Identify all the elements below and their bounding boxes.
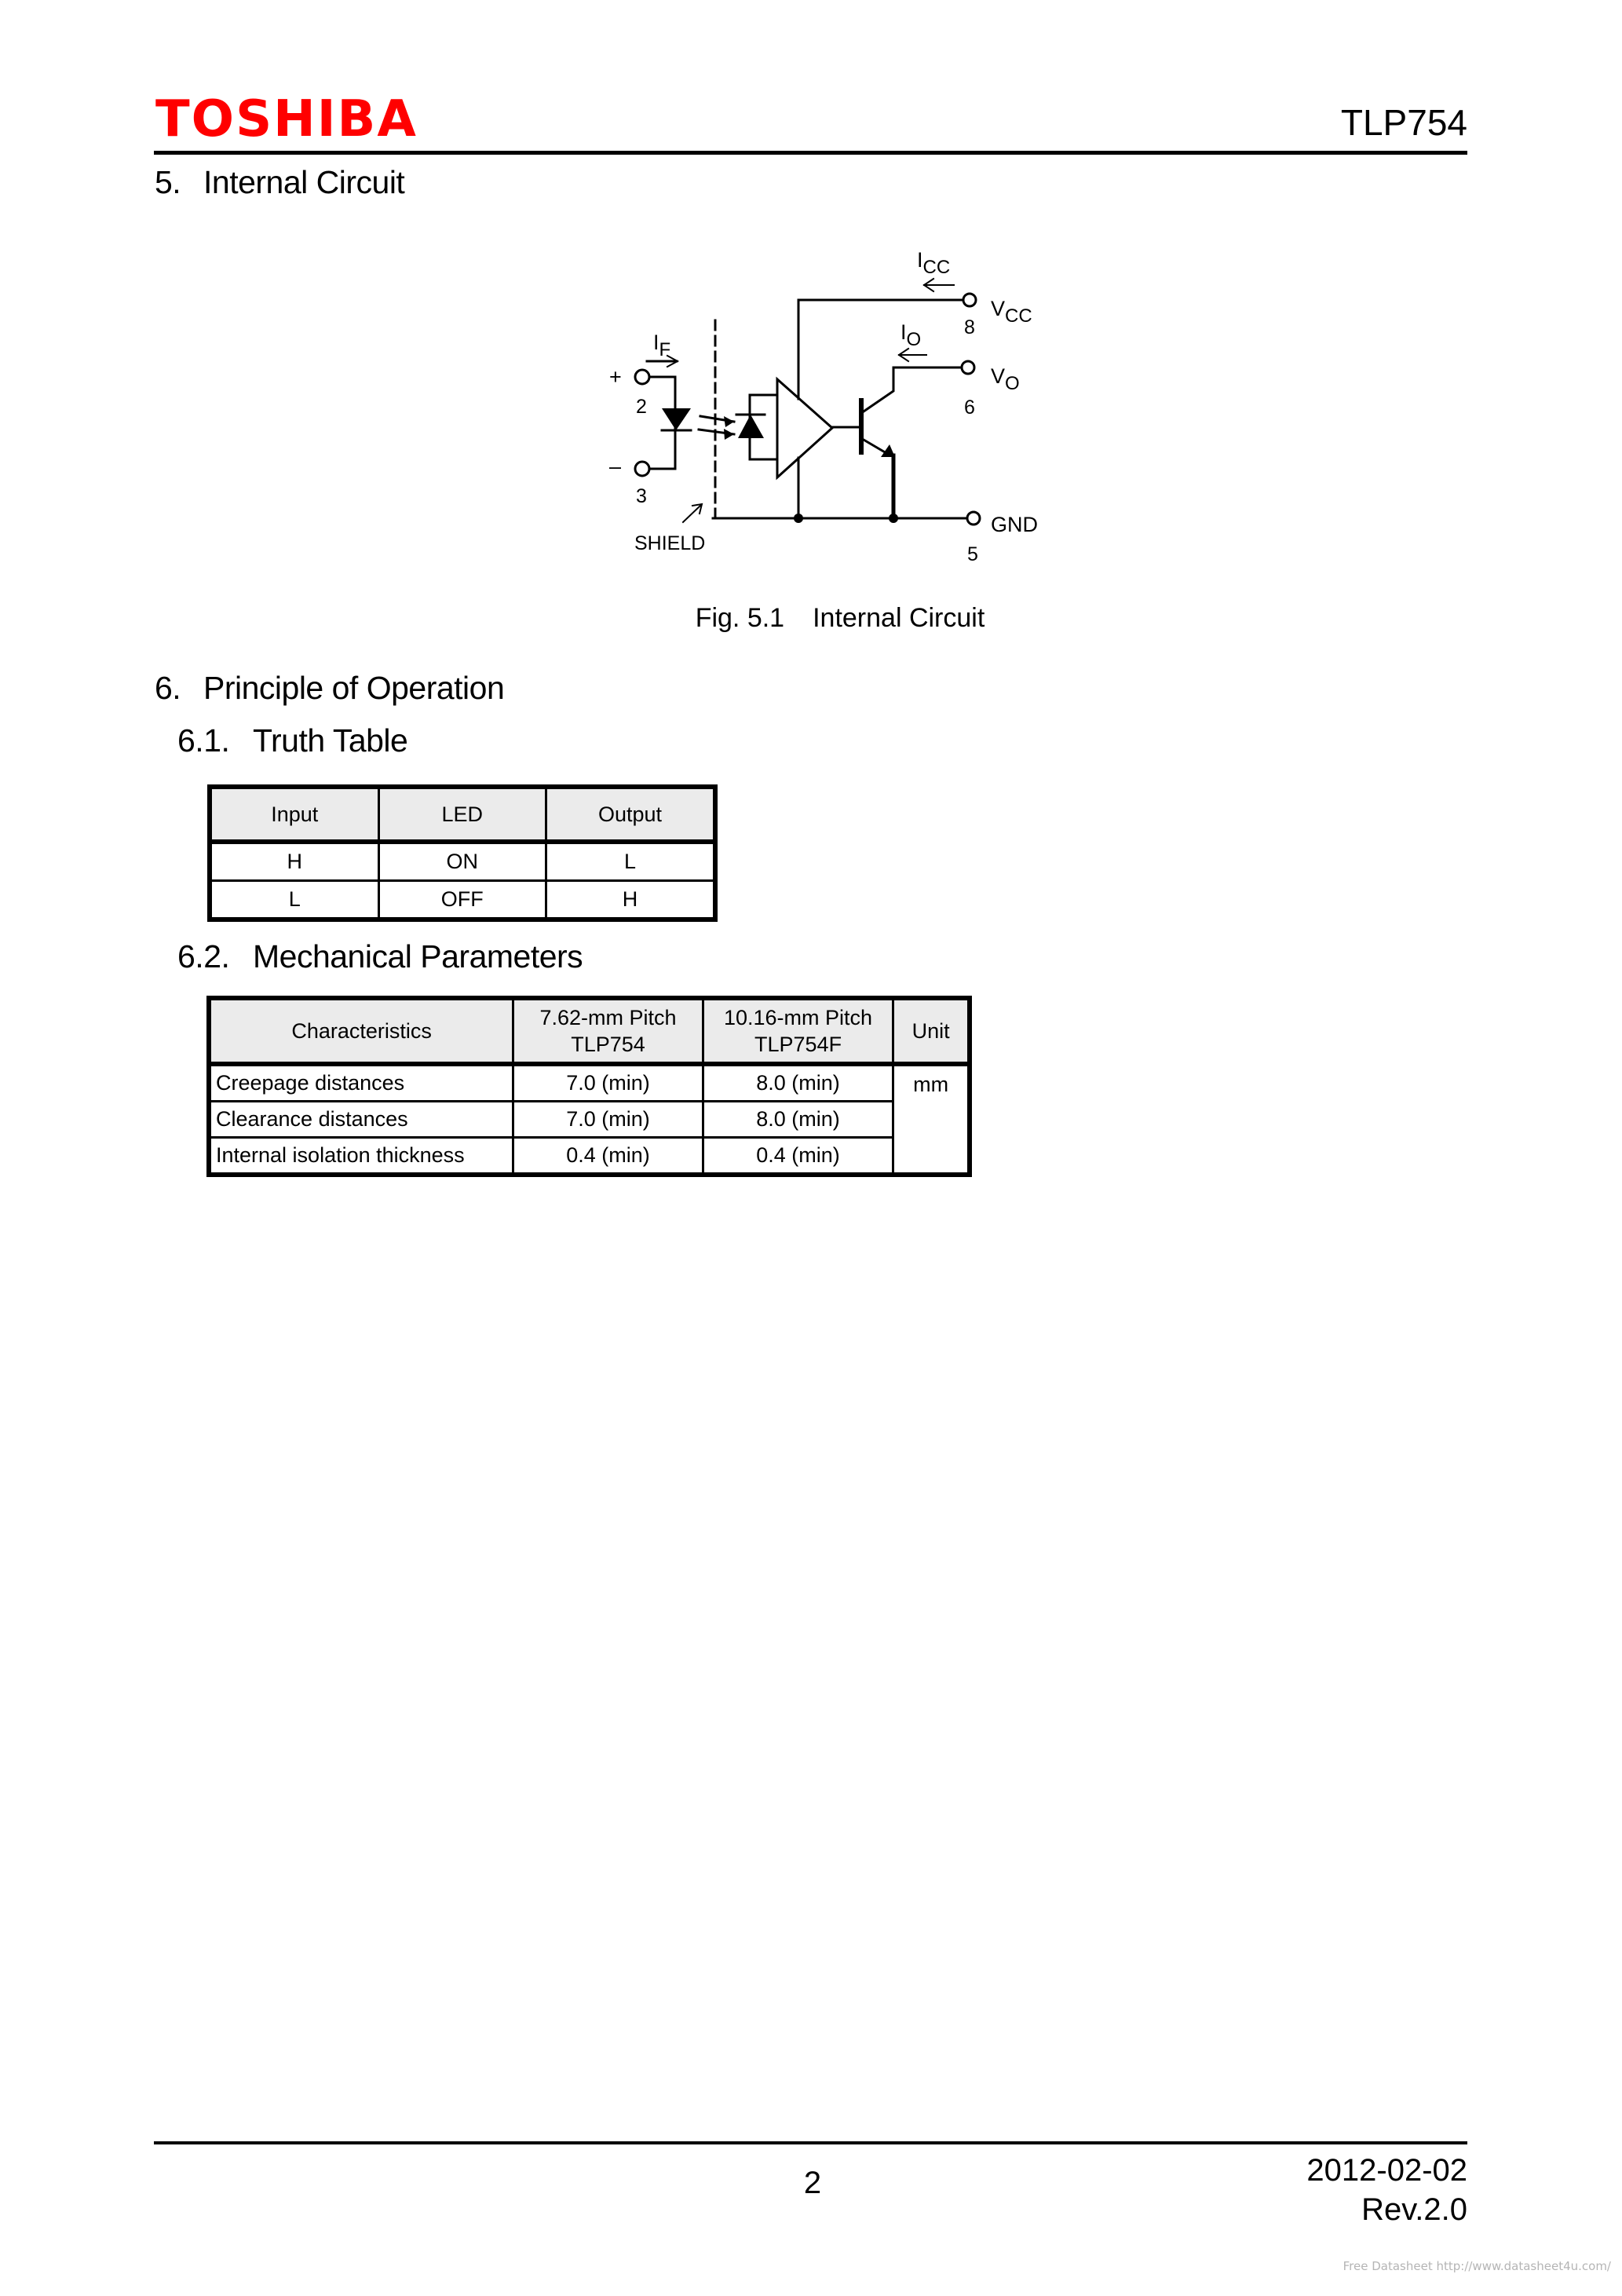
cell-output: H [546, 881, 715, 920]
section-number: 5. [155, 164, 181, 200]
vo-label: VO [991, 364, 1020, 394]
gnd-label: GND [991, 513, 1038, 536]
document-id: TLP754 [1340, 102, 1467, 143]
cell-led: ON [378, 842, 546, 881]
junction-dot [794, 514, 803, 523]
column-header-tlp754 [513, 998, 703, 1064]
header-line: 10.16-mm Pitch [723, 1006, 873, 1029]
figure-title: Internal Circuit [813, 603, 985, 633]
cell-tlp754f: 8.0 (min) [703, 1064, 893, 1102]
circuit-svg [581, 228, 1052, 589]
section-heading-internal-circuit [155, 163, 404, 201]
cell-output: L [546, 842, 715, 881]
photodiode-symbol [738, 415, 764, 438]
table-row [210, 881, 715, 920]
cell-characteristic: Internal isolation thickness [209, 1138, 513, 1175]
section-heading-principle [155, 669, 504, 707]
document-date: 2012-02-02 [1306, 2153, 1467, 2188]
header-line: TLP754 [571, 1033, 645, 1056]
section-title: Internal Circuit [203, 164, 405, 200]
vcc-label: VCC [991, 297, 1032, 327]
subsection-heading-mechanical [177, 938, 583, 975]
header-divider [154, 151, 1467, 155]
header-line: TLP754F [754, 1033, 842, 1056]
column-header-unit: Unit [893, 998, 970, 1064]
if-label: IF [653, 331, 671, 360]
figure-caption [597, 601, 1083, 635]
pin-6-label: 6 [964, 397, 975, 419]
mechanical-parameters-table [206, 996, 972, 1177]
cell-input: L [210, 881, 378, 920]
cell-unit: mm [893, 1064, 970, 1175]
subsection-title: Truth Table [253, 722, 408, 759]
cell-tlp754: 7.0 (min) [513, 1102, 703, 1138]
cell-tlp754: 7.0 (min) [513, 1064, 703, 1102]
document-revision: Rev.2.0 [1361, 2192, 1467, 2227]
vcc-wire [798, 300, 963, 399]
table-row [209, 1138, 970, 1175]
watermark-text: Free Datasheet http://www.datasheet4u.com/ [1343, 2259, 1611, 2273]
cell-tlp754: 0.4 (min) [513, 1138, 703, 1175]
subsection-number: 6.2. [177, 938, 230, 974]
minus-label: – [609, 455, 622, 478]
led-diode-symbol [662, 408, 691, 430]
figure-number: Fig. 5.1 [695, 603, 785, 633]
table-row [210, 842, 715, 881]
section-number: 6. [155, 670, 181, 706]
section-title: Principle of Operation [203, 670, 505, 706]
column-header-characteristics: Characteristics [209, 998, 513, 1064]
column-header: Input [210, 787, 378, 842]
cell-tlp754f: 0.4 (min) [703, 1138, 893, 1175]
toshiba-logo: TOSHIBA [155, 90, 418, 148]
cell-led: OFF [378, 881, 546, 920]
subsection-heading-truth-table [177, 722, 407, 759]
cell-tlp754f: 8.0 (min) [703, 1102, 893, 1138]
cell-characteristic: Clearance distances [209, 1102, 513, 1138]
footer-divider [154, 2141, 1467, 2144]
pin-8-label: 8 [964, 316, 975, 338]
shield-label: SHIELD [634, 532, 706, 554]
cell-input: H [210, 842, 378, 881]
pin-3-terminal [635, 462, 649, 476]
table-header-row [210, 787, 715, 842]
pin-3-label: 3 [636, 485, 647, 507]
column-header: LED [378, 787, 546, 842]
junction-dot [889, 514, 898, 523]
page-number: 2 [803, 2166, 822, 2200]
table-header-row [209, 998, 970, 1064]
table-row [209, 1102, 970, 1138]
collector-wire [864, 367, 962, 411]
subsection-title: Mechanical Parameters [253, 938, 583, 974]
io-label: IO [901, 320, 922, 350]
truth-table [207, 784, 718, 922]
pin-2-terminal [635, 370, 649, 384]
table-row [209, 1064, 970, 1102]
pin-5-label: 5 [967, 543, 978, 565]
column-header: Output [546, 787, 715, 842]
amplifier-symbol [777, 379, 832, 477]
internal-circuit-diagram [581, 228, 1052, 589]
column-header-tlp754f [703, 998, 893, 1064]
cell-characteristic: Creepage distances [209, 1064, 513, 1102]
plus-label: + [609, 365, 622, 389]
subsection-number: 6.1. [177, 722, 230, 759]
pin-2-label: 2 [636, 396, 647, 418]
header-line: 7.62-mm Pitch [539, 1006, 677, 1029]
icc-label: ICC [917, 248, 951, 278]
